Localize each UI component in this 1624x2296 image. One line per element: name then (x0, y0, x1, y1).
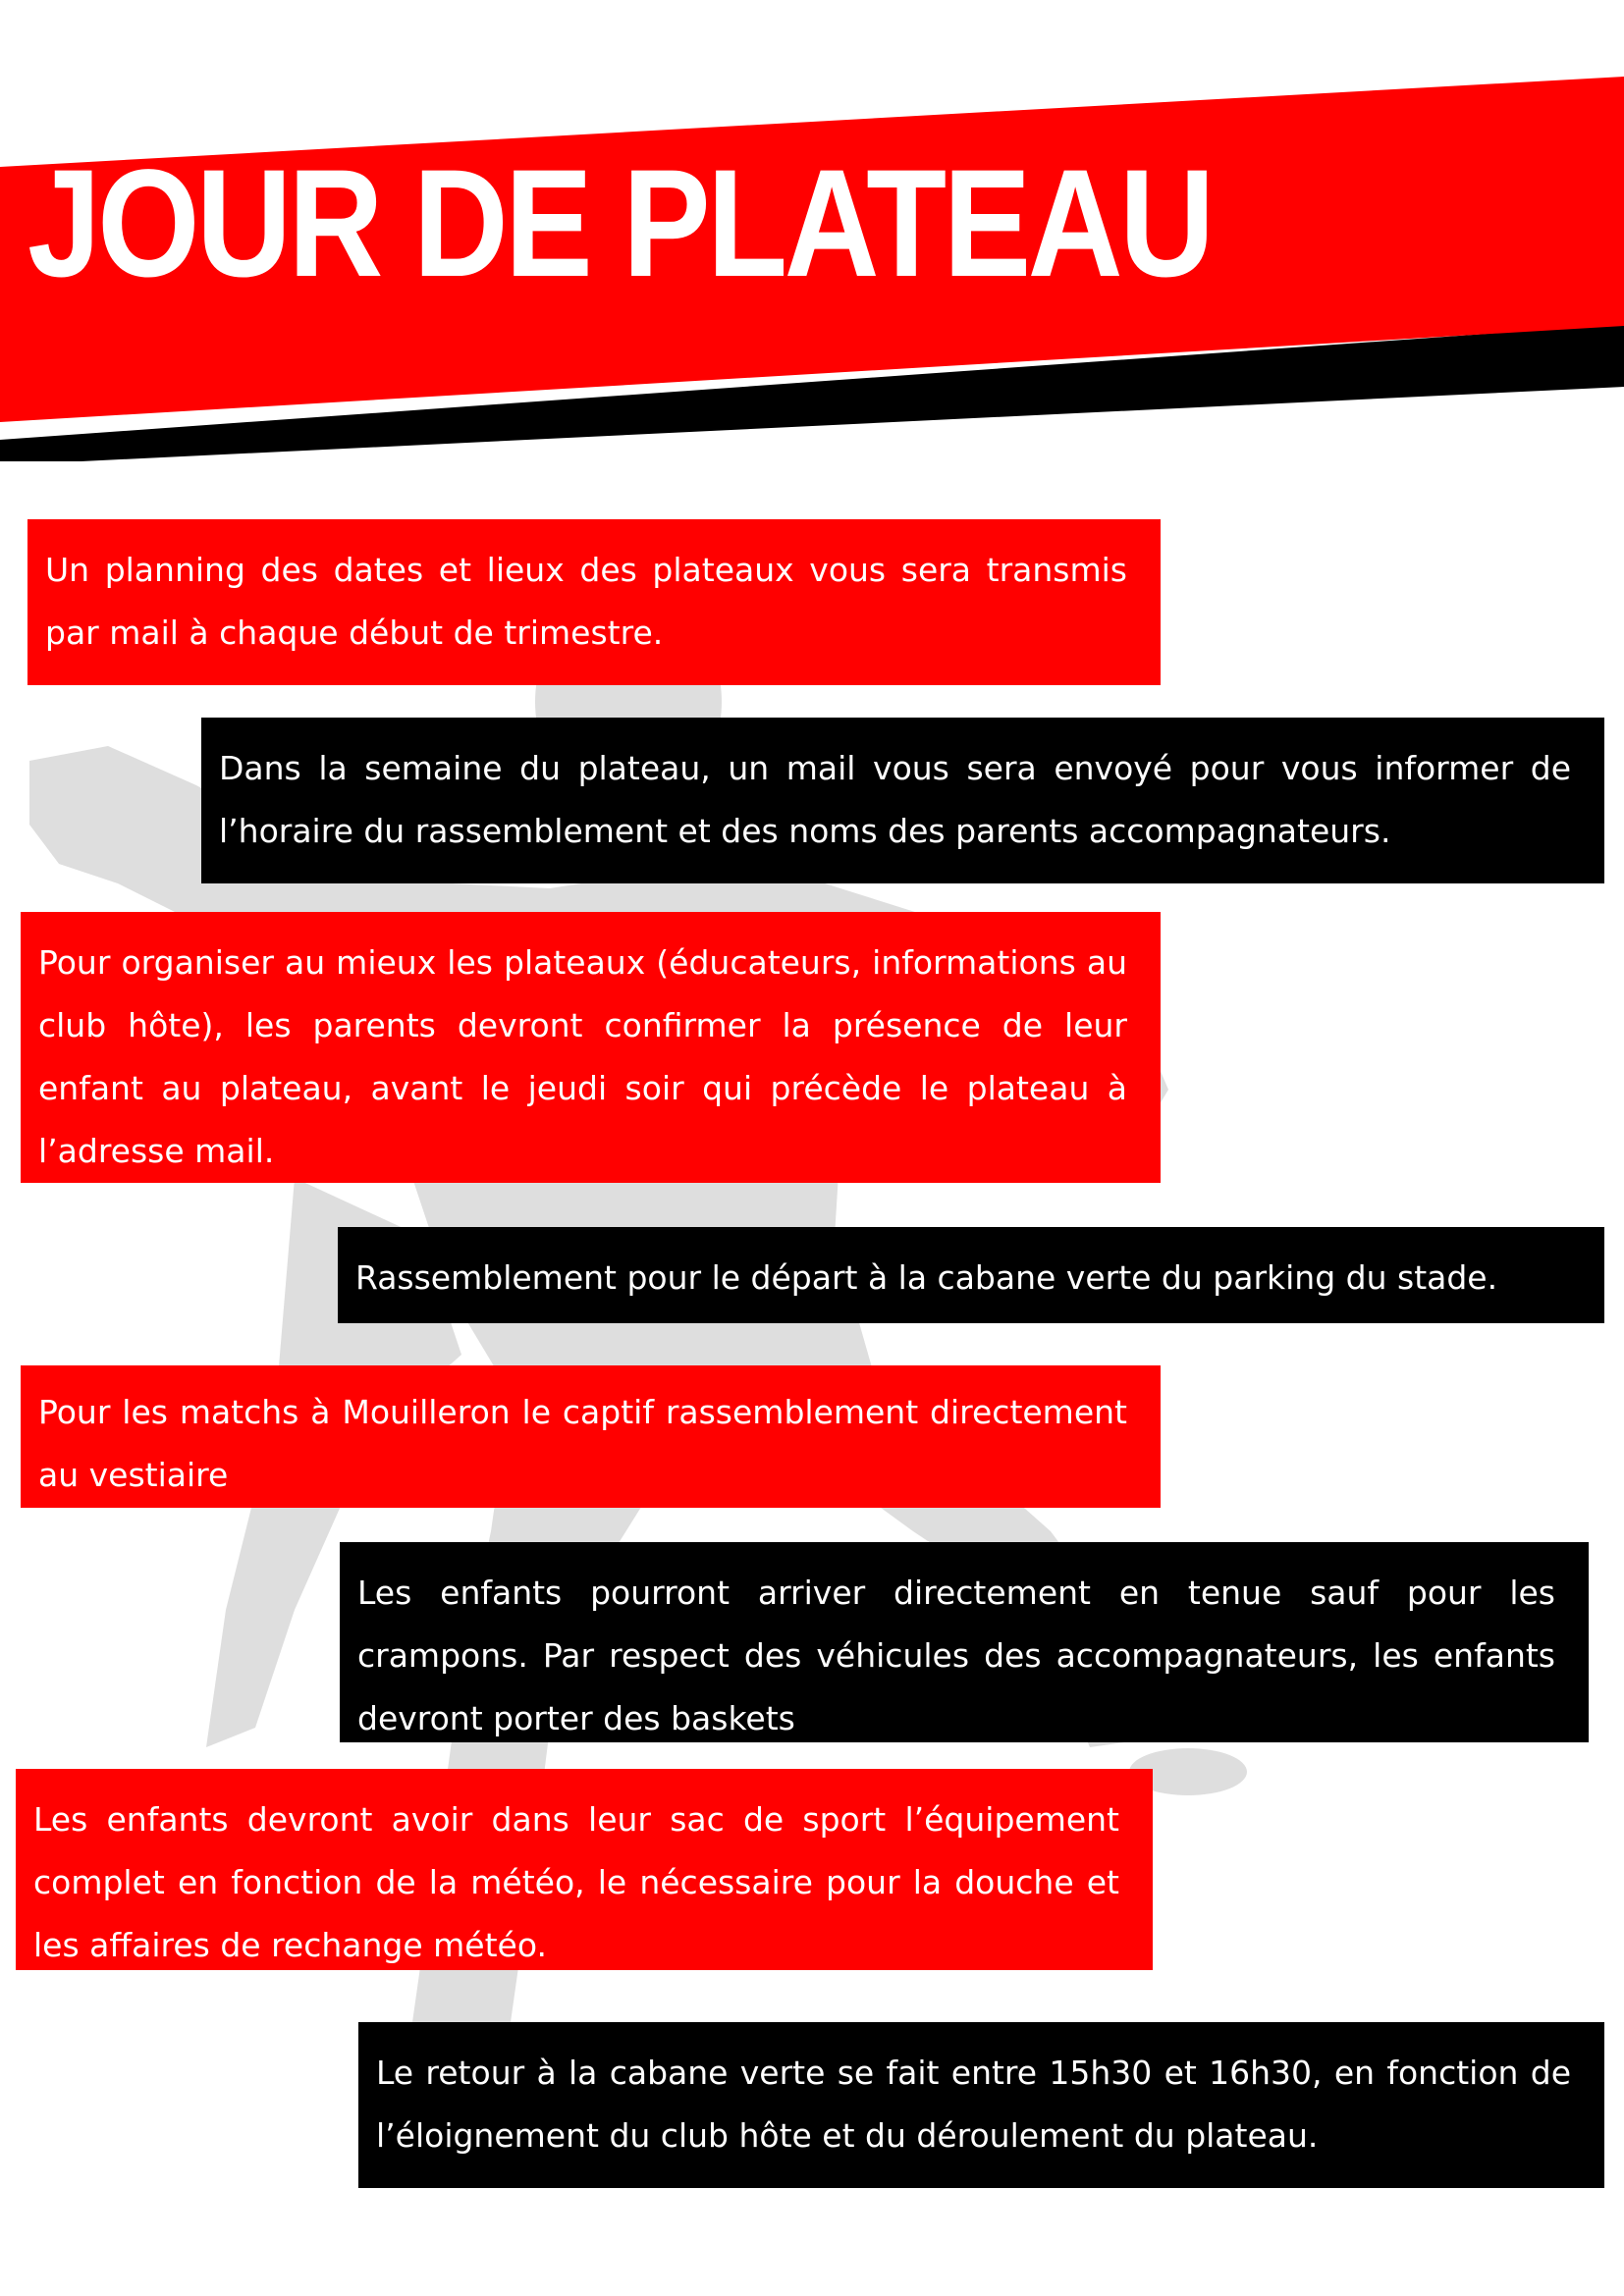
info-block-tenue: Les enfants pourront arriver directement en tenue sauf pour les crampons. Par respect des véhicules des accompagnateurs, les enfants devront porter des baskets (340, 1542, 1589, 1742)
info-block-mail-horaire: Dans la semaine du plateau, un mail vous sera envoyé pour vous informer de l’horaire du rassemblement et des noms des parents accompagnateurs. (201, 718, 1604, 883)
info-block-mouilleron: Pour les matchs à Mouilleron le captif rassemblement directement au vestiaire (21, 1365, 1161, 1508)
info-block-rassemblement: Rassemblement pour le départ à la cabane verte du parking du stade. (338, 1227, 1604, 1323)
info-block-equipement: Les enfants devront avoir dans leur sac de sport l’équipement complet en fonction de la météo, le nécessaire pour la douche et les affaires de rechange météo. (16, 1769, 1153, 1970)
info-block-confirmation: Pour organiser au mieux les plateaux (éducateurs, informations au club hôte), les parents devront confirmer la présence de leur enfant au plateau, avant le jeudi soir qui précède le plateau à l’adresse mail. (21, 912, 1161, 1183)
page-title: JOUR DE PLATEAU (27, 138, 1212, 309)
info-block-retour: Le retour à la cabane verte se fait entre 15h30 et 16h30, en fonction de l’éloignement du club hôte et du déroulement du plateau. (358, 2022, 1604, 2188)
info-block-planning: Un planning des dates et lieux des plateaux vous sera transmis par mail à chaque début de trimestre. (27, 519, 1161, 685)
